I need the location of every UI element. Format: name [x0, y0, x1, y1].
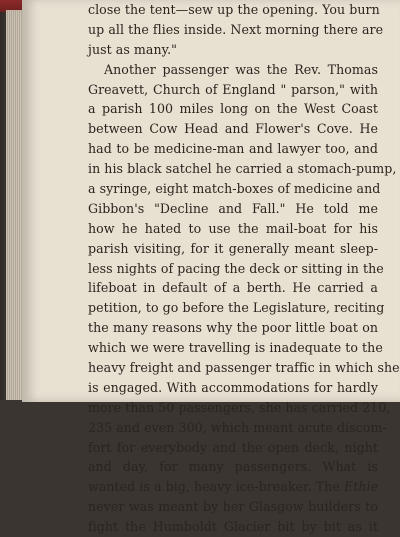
text-line: Gibbon's "Decline and Fall." He told me: [88, 200, 378, 216]
text-line: more than 50 passengers, she has carried 210,: [88, 399, 391, 415]
text-line: just as many.": [88, 41, 178, 57]
text-line: 235 and even 300, which meant acute discom-: [88, 419, 387, 435]
text-line: is engaged. With accommodations for hardly: [88, 379, 378, 395]
text-line: between Cow Head and Flower's Cove. He: [88, 121, 378, 137]
text-line: never was meant by her Glasgow builders to: [88, 499, 378, 515]
text-line: close the tent—sew up the opening. You burn: [88, 2, 380, 17]
text-line: heavy freight and passenger traffic in which she: [88, 360, 400, 376]
text-line: had to be medicine-man and lawyer too, and: [88, 141, 378, 157]
ship-name: Ethie: [343, 479, 379, 495]
text-fragment: wanted is a big, heavy ice-breaker. The: [88, 479, 340, 495]
text-line: up all the flies inside. Next morning there are: [88, 21, 384, 37]
text-line: in his black satchel he carried a stomach-pump,: [88, 161, 397, 177]
text-line: Another passenger was the Rev. Thomas: [104, 61, 378, 77]
page-text: [88, 0, 400, 537]
text-line: [88, 477, 378, 497]
text-line: a parish 100 miles long on the West Coast: [88, 101, 378, 117]
text-line: parish visiting, for it generally meant sleep-: [88, 240, 378, 256]
text-line: which we were travelling is inadequate to the: [88, 340, 383, 356]
text-line: less nights of pacing the deck or sitting in the: [88, 260, 384, 276]
text-line: how he hated to use the mail-boat for his: [88, 220, 378, 236]
text-line: fort for everybody and the open deck, night: [88, 439, 378, 455]
text-line: a syringe, eight match-boxes of medicine and: [88, 181, 381, 197]
text-line: lifeboat in default of a berth. He carried a: [88, 280, 378, 296]
text-line: Greavett, Church of England " parson," with: [88, 81, 378, 97]
text-line: petition, to go before the Legislature, reciting: [88, 300, 385, 316]
text-line: fight the Humboldt Glacier bit by bit as it: [88, 519, 378, 535]
text-line: and day, for many passengers. What is: [88, 459, 378, 475]
text-line: the many reasons why the poor little boat on: [88, 320, 378, 336]
